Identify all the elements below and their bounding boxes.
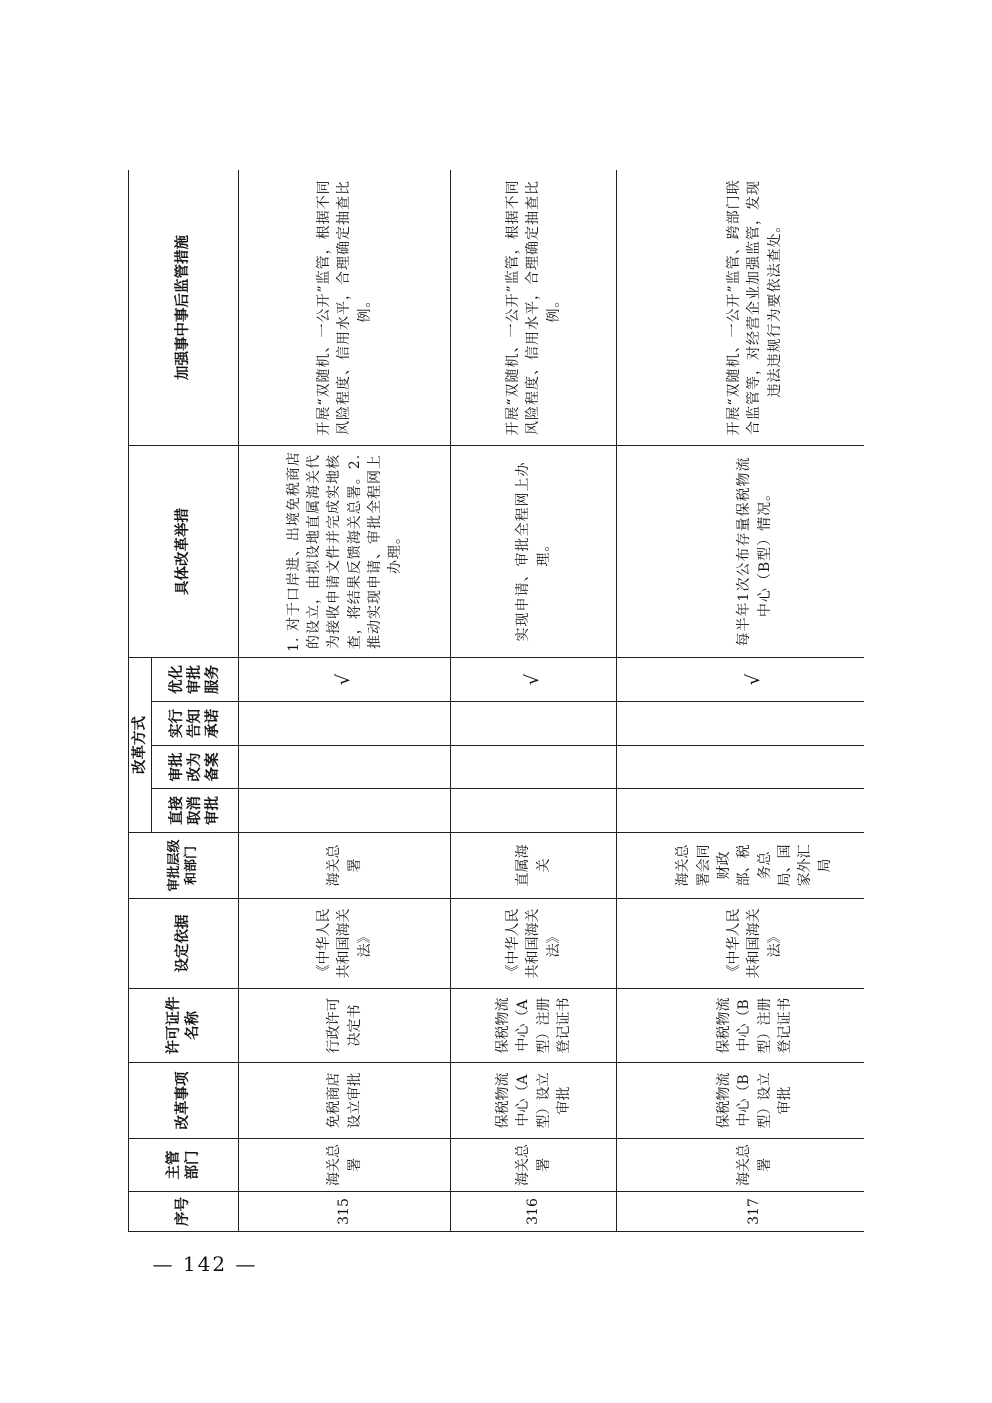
check-mark-icon: √ <box>617 658 865 702</box>
check-mark-icon: √ <box>451 658 617 702</box>
cell-item: 保税物流中心（B型）设立审批 <box>617 1063 865 1139</box>
reform-table <box>128 170 864 1232</box>
cell-dept: 海关总署 <box>239 1139 451 1192</box>
rotated-table-inner <box>128 170 864 1232</box>
cell-mode-notify <box>239 702 451 746</box>
page-number: — 142 — <box>152 1252 258 1276</box>
rotated-table-container <box>128 170 864 1232</box>
table-row <box>451 170 617 1232</box>
header-mode-filing: 审批改为备案 <box>152 746 239 789</box>
cell-dept: 海关总署 <box>617 1139 865 1192</box>
cell-measures: 实现申请、审批全程网上办理。 <box>451 446 617 658</box>
cell-license: 保税物流中心（A型）注册登记证书 <box>451 989 617 1063</box>
cell-supervision: 开展“双随机、一公开”监管，根据不同风险程度、信用水平，合理确定抽查比例。 <box>239 170 451 446</box>
cell-level: 海关总署 <box>239 833 451 899</box>
cell-mode-cancel <box>617 789 865 833</box>
cell-mode-notify <box>451 702 617 746</box>
header-mode-optimize: 优化审批服务 <box>152 658 239 702</box>
cell-license: 保税物流中心（B型）注册登记证书 <box>617 989 865 1063</box>
header-seq: 序号 <box>129 1192 239 1232</box>
header-item: 改革事项 <box>129 1063 239 1139</box>
cell-level: 海关总署会同财政部、税务总局、国家外汇局 <box>617 833 865 899</box>
table-row <box>617 170 865 1232</box>
cell-basis: 《中华人民共和国海关法》 <box>617 899 865 989</box>
cell-supervision: 开展“双随机、一公开”监管、跨部门联合监管等，对经营企业加强监管，发现违法违规行为要依法查处。 <box>617 170 865 446</box>
cell-mode-filing <box>239 746 451 789</box>
cell-basis: 《中华人民共和国海关法》 <box>239 899 451 989</box>
cell-mode-filing <box>617 746 865 789</box>
header-measures: 具体改革举措 <box>129 446 239 658</box>
cell-basis: 《中华人民共和国海关法》 <box>451 899 617 989</box>
table-row <box>239 170 451 1232</box>
cell-measures: 每半年1次公布存量保税物流中心（B型）情况。 <box>617 446 865 658</box>
header-basis: 设定依据 <box>129 899 239 989</box>
cell-seq: 315 <box>239 1192 451 1232</box>
cell-dept: 海关总署 <box>451 1139 617 1192</box>
cell-mode-notify <box>617 702 865 746</box>
header-supervision: 加强事中事后监管措施 <box>129 170 239 446</box>
header-dept: 主管部门 <box>129 1139 239 1192</box>
cell-item: 免税商店设立审批 <box>239 1063 451 1139</box>
header-level: 审批层级和部门 <box>129 833 239 899</box>
cell-measures: 1. 对于口岸进、出境免税商店的设立，由拟设地直属海关代为接收申请文件并完成实地核查，将结果反馈海关总署。2. 推动实现申请、审批全程网上办理。 <box>239 446 451 658</box>
header-reform-mode: 改革方式 <box>129 658 152 833</box>
cell-license: 行政许可决定书 <box>239 989 451 1063</box>
cell-supervision: 开展“双随机、一公开”监管，根据不同风险程度、信用水平，合理确定抽查比例。 <box>451 170 617 446</box>
cell-mode-filing <box>451 746 617 789</box>
cell-seq: 317 <box>617 1192 865 1232</box>
cell-seq: 316 <box>451 1192 617 1232</box>
cell-mode-cancel <box>451 789 617 833</box>
header-mode-cancel: 直接取消审批 <box>152 789 239 833</box>
cell-mode-cancel <box>239 789 451 833</box>
check-mark-icon: √ <box>239 658 451 702</box>
cell-level: 直属海关 <box>451 833 617 899</box>
cell-item: 保税物流中心（A型）设立审批 <box>451 1063 617 1139</box>
header-license: 许可证件名称 <box>129 989 239 1063</box>
header-mode-notify: 实行告知承诺 <box>152 702 239 746</box>
